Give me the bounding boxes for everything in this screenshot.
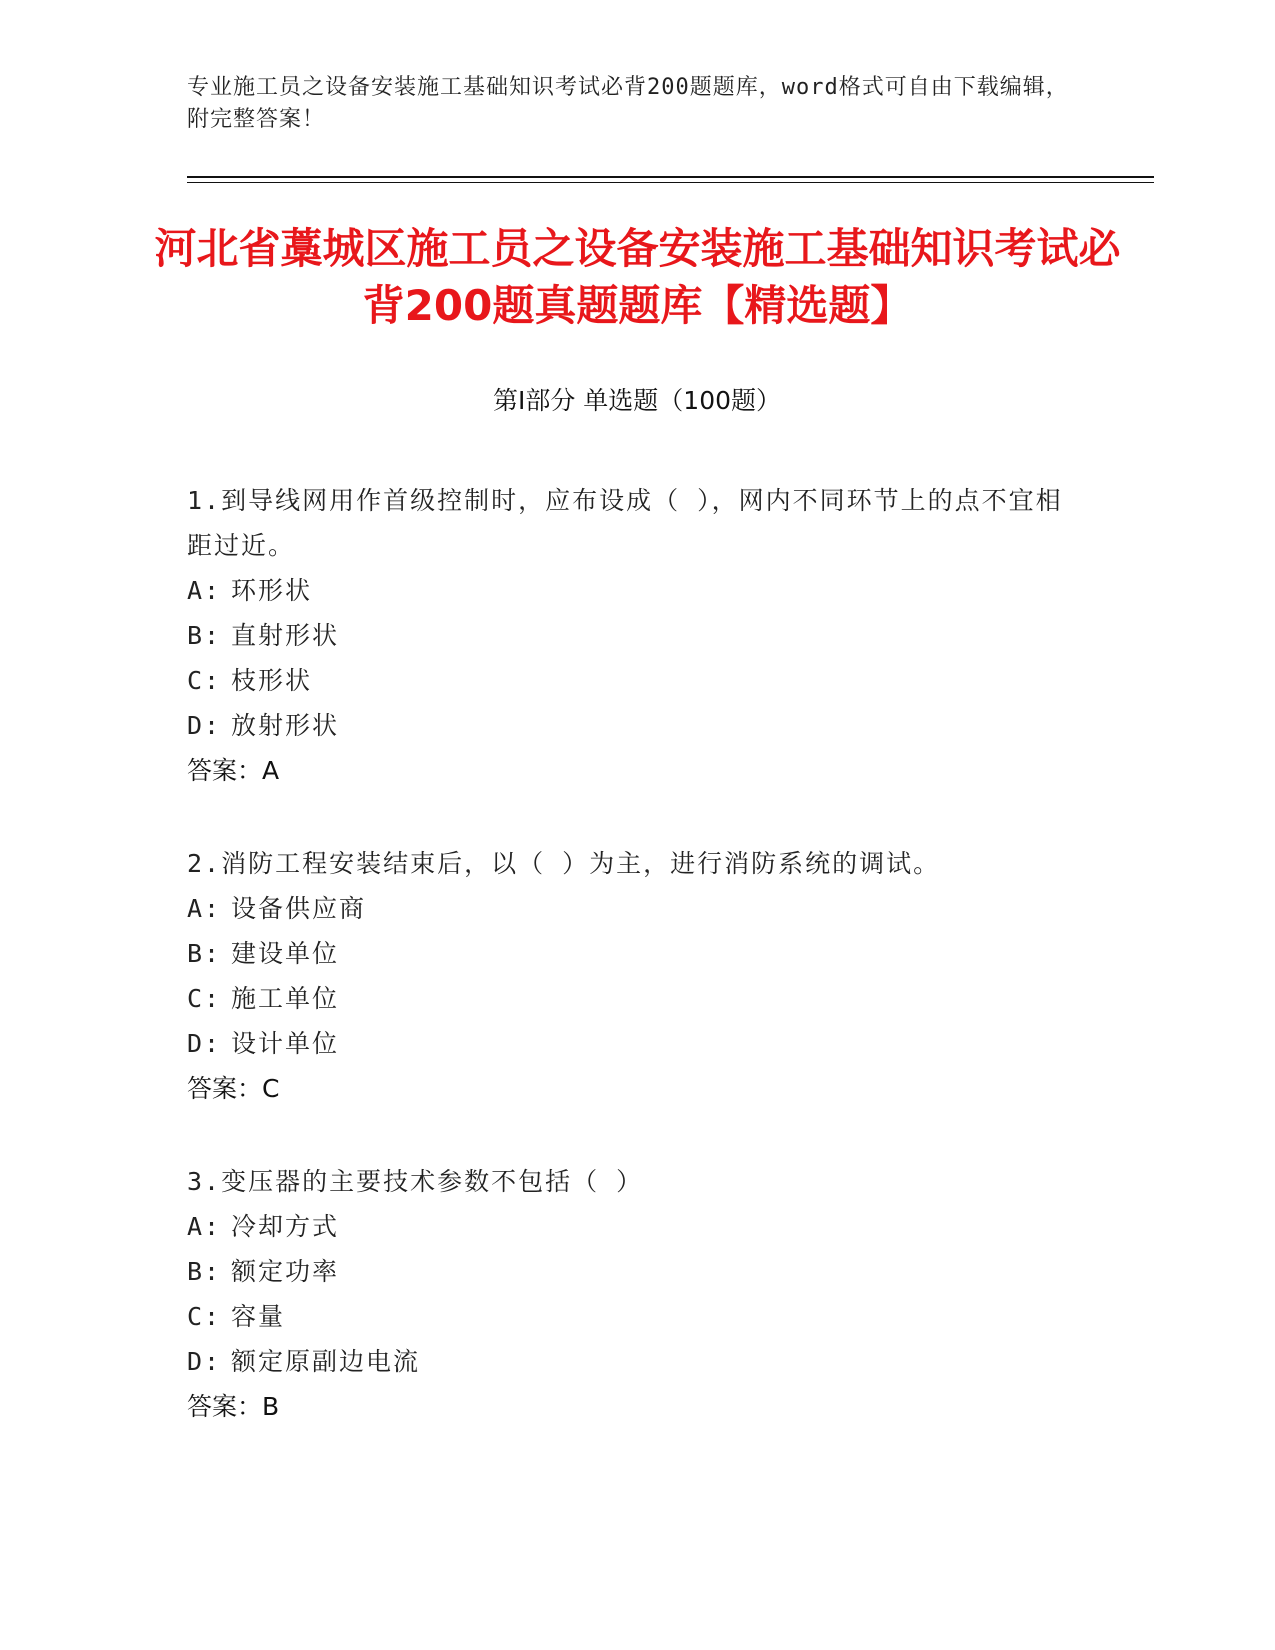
option-c: [187, 1294, 1067, 1339]
question-1: [187, 478, 1067, 793]
question-2: [187, 841, 1067, 1111]
question-list: [187, 478, 1067, 1477]
option-text: 冷却方式: [231, 1212, 340, 1241]
option-text: 额定原副边电流: [231, 1347, 421, 1376]
answer-label: 答案：: [187, 1392, 263, 1421]
option-text: 设备供应商: [231, 894, 367, 923]
option-key: B:: [187, 1257, 222, 1286]
option-key: C:: [187, 1302, 222, 1331]
question-stem: 2.消防工程安装结束后，以（ ）为主，进行消防系统的调试。: [187, 849, 941, 878]
option-text: 额定功率: [231, 1257, 340, 1286]
question-3: [187, 1159, 1067, 1429]
section-title: 第Ⅰ部分 单选题（100题）: [492, 386, 782, 415]
option-text: 设计单位: [231, 1029, 340, 1058]
answer-line: [187, 1066, 1067, 1111]
option-text: 容量: [231, 1302, 286, 1331]
answer-label: 答案：: [187, 1074, 263, 1103]
option-text: 枝形状: [231, 666, 313, 695]
option-a: [187, 1204, 1067, 1249]
option-key: A:: [187, 894, 222, 923]
option-key: B:: [187, 939, 222, 968]
option-d: [187, 1339, 1067, 1384]
option-a: [187, 568, 1067, 613]
header-rule-thick: [187, 176, 1154, 178]
option-key: B:: [187, 621, 222, 650]
answer-label: 答案：: [187, 756, 263, 785]
option-a: [187, 886, 1067, 931]
option-key: C:: [187, 984, 222, 1013]
answer-value: B: [262, 1392, 280, 1421]
answer-value: C: [262, 1074, 280, 1103]
answer-line: [187, 1384, 1067, 1429]
option-d: [187, 1021, 1067, 1066]
option-b: [187, 1249, 1067, 1294]
option-text: 放射形状: [231, 711, 340, 740]
option-c: [187, 976, 1067, 1021]
option-key: D:: [187, 711, 222, 740]
answer-line: [187, 748, 1067, 793]
option-key: A:: [187, 576, 222, 605]
option-key: D:: [187, 1029, 222, 1058]
answer-value: A: [262, 756, 280, 785]
option-key: D:: [187, 1347, 222, 1376]
document-title: 河北省藁城区施工员之设备安装施工基础知识考试必背200题真题题库【精选题】: [154, 224, 1121, 330]
option-c: [187, 658, 1067, 703]
question-stem: 3.变压器的主要技术参数不包括（ ）: [187, 1167, 644, 1196]
option-key: A:: [187, 1212, 222, 1241]
option-text: 直射形状: [231, 621, 340, 650]
option-b: [187, 613, 1067, 658]
option-d: [187, 703, 1067, 748]
header-note: 专业施工员之设备安装施工基础知识考试必背200题题库，word格式可自由下载编辑，附完整答案！: [187, 75, 1069, 132]
header-rule-thin: [187, 182, 1154, 183]
option-key: C:: [187, 666, 222, 695]
option-text: 建设单位: [231, 939, 340, 968]
option-text: 施工单位: [231, 984, 340, 1013]
option-b: [187, 931, 1067, 976]
question-stem: 1.到导线网用作首级控制时，应布设成（ ），网内不同环节上的点不宜相距过近。: [187, 486, 1063, 560]
option-text: 环形状: [231, 576, 313, 605]
